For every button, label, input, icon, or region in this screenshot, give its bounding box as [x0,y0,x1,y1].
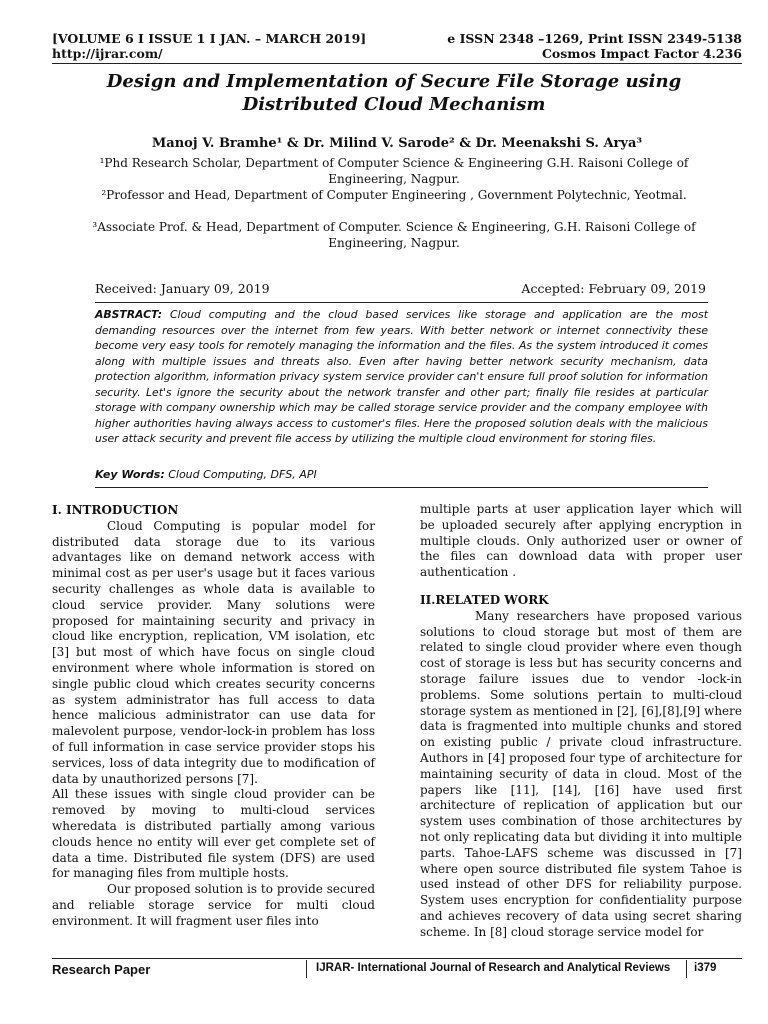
intro-paragraph-3: Our proposed solution is to provide secured and reliable storage service for multi cloud environment. It will fragment user files into [52,882,375,928]
header-left [52,31,366,61]
intro-paragraph-2: All these issues with single cloud provider can be removed by moving to multi-cloud services wheredata is distributed partially among various clouds hence no entity will ever get complete set of data a time. Distributed file system (DFS) are used for managing files from multiple hosts. [52,787,375,881]
affiliation-1: ¹Phd Research Scholar, Department of Computer Science & Engineering G.H. Raisoni College of Engineering, Nagpur. [99,156,689,186]
impact-factor: Cosmos Impact Factor 4.236 [541,46,742,61]
intro-paragraph-1: Cloud Computing is popular model for distributed data storage due to its various advantages like on demand network access with minimal cost as per user's usage but it faces various security challenges as whole data is available to cloud service provider. Many solutions were proposed for maintaining security and privacy in cloud like encryption, replication, VM isolation, etc [3] but most of which have focus on single cloud environment where whole information is stored on single public cloud which creates security concerns as system administrator has full access to data hence malicious administrator can use data for malevolent purpose, vendor-lock-in problem has loss of full information in case service provider stops his services, loss of data integrity due to modification of data by unauthorized persons [7]. [52,518,375,786]
keywords-rule [95,487,708,488]
footer-research-paper: Research Paper [52,962,151,977]
abstract [95,307,708,447]
abstract-top-rule [95,302,708,303]
footer-rule [52,958,742,959]
volume-info: [VOLUME 6 I ISSUE 1 I JAN. – MARCH 2019] [52,31,367,46]
keywords [95,468,317,481]
page-number: i379 [694,962,717,974]
keywords-label: Key Words: [95,468,165,481]
author-list: Manoj V. Bramhe¹ & Dr. Milind V. Sarode² & Dr. Meenakshi S. Arya³ [151,136,643,151]
intro-heading: I. INTRODUCTION [52,503,179,517]
received-date: Received: January 09, 2019 [95,281,270,296]
intro-paragraph-4: multiple parts at user application layer which will be uploaded securely after applying encryption in multiple clouds. Only authorized user or owner of the files can download data with proper user authentication . [420,502,742,580]
footer-journal-name: IJRAR- International Journal of Research and Analytical Reviews [316,962,671,974]
right-column [420,502,742,941]
paper-title: Design and Implementation of Secure File Storage using Distributed Cloud Mechanism [106,71,682,115]
left-column [52,503,375,930]
related-paragraph-1: Many researchers have proposed various solutions to cloud storage but most of them are related to single cloud provider where even though cost of storage is less but has security concerns and storage failure issues due to vendor -lock-in problems. Some solutions pertain to multi-cloud storage system as mentioned in [2], [6],[8],[9] where data is fragmented into multiple chunks and stored on existing public / private cloud infrastructure. Authors in [4] proposed four type of architecture for maintaining security of data in cloud. Most of the papers like [11], [14], [16] have used first architecture of replication of application but our system uses combination of those architectures by not only replicating data but dividing it into multiple parts. Tahoe-LAFS scheme was discussed in [7] where open source distributed file system Tahoe is used instead of other DFS for reliability purpose. System uses encryption for confidentiality purpose and achieves recovery of data using secret sharing scheme. In [8] cloud storage service model for [420,608,742,939]
keywords-text: Cloud Computing, DFS, API [164,468,317,481]
accepted-date: Accepted: February 09, 2019 [521,281,706,296]
header-rule [52,63,742,64]
abstract-text: Cloud computing and the cloud based services like storage and application are the most demanding resources over the internet from few years. With better network or internet connectivity these become very easy tools for remotely managing the information and the files. As the system introduced it comes along with multiple issues and threats also. Even after having better network security mechanism, data protection algorithm, information privacy system service provider can't ensure full proof solution for information security. Let's ignore the security about the network transfer and other part; finally file resides at particular storage with company ownership which may be called storage service provider and the company employee with higher authorities having always access to customer's files. Here the proposed solution deals with the malicious user attack security and prevent file access by utilizing the multiple cloud environment for storing files. [95,308,708,445]
footer-divider-2 [686,960,687,978]
affiliation-3: ³Associate Prof. & Head, Department of Computer. Science & Engineering, G.H. Raisoni College of Engineering, Nagpur. [92,220,696,250]
affiliation-2: ²Professor and Head, Department of Computer Engineering , Government Polytechnic, Yeotmal. [101,188,687,202]
footer-divider-1 [306,960,307,978]
abstract-label: ABSTRACT: [95,308,163,321]
header-right [447,31,742,61]
journal-url[interactable]: http://ijrar.com/ [52,46,163,61]
related-heading: II.RELATED WORK [420,592,549,607]
issn-info: e ISSN 2348 –1269, Print ISSN 2349-5138 [447,31,742,46]
